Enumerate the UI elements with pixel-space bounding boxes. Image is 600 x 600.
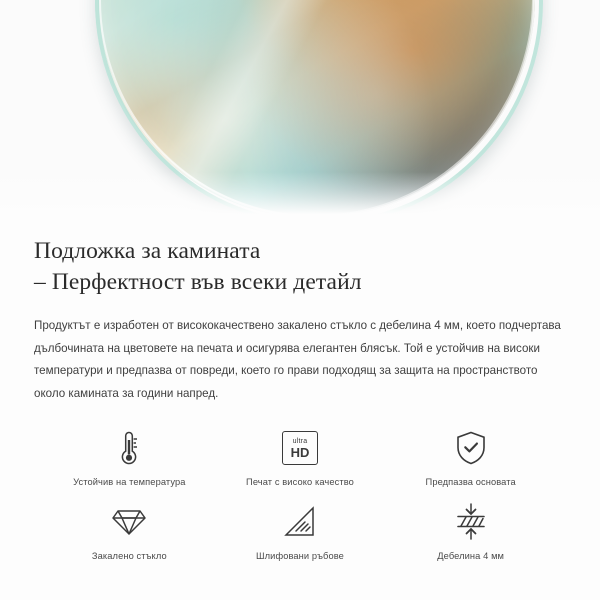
hero-image xyxy=(0,0,600,218)
thermometer-icon xyxy=(118,425,140,471)
feature-label: Дебелина 4 мм xyxy=(437,551,505,562)
glass-plate-artwork xyxy=(95,0,535,218)
feature-item-temperature xyxy=(44,425,215,487)
feature-item-print-quality xyxy=(215,425,386,487)
feature-label: Закалено стъкло xyxy=(91,551,167,562)
feature-item-tempered-glass xyxy=(44,499,215,561)
feature-grid xyxy=(34,425,566,561)
description-paragraph: Продуктът е изработен от висококачествено закалено стъкло с дебелина 4 мм, което подчертава дълбочината на цветовете на печата и осигурява елегантен блясък. Той е устойчив на високи температури и предпазва от повреди, което го прави подходящ за защита на пространството около камината за години напред. xyxy=(34,318,561,400)
feature-item-protection xyxy=(385,425,556,487)
content-block xyxy=(0,236,600,561)
feature-label: Устойчив на температура xyxy=(73,477,186,488)
feature-label: Предпазва основата xyxy=(425,477,516,488)
feature-label: Шлифовани ръбове xyxy=(256,551,344,562)
feature-item-thickness xyxy=(385,499,556,561)
diamond-icon xyxy=(110,499,148,545)
thickness-icon xyxy=(453,499,489,545)
shield-check-icon xyxy=(454,425,488,471)
feature-label: Печат с високо качество xyxy=(246,477,354,488)
feature-item-polished-edges xyxy=(215,499,386,561)
page-title-line-2: – Перфектност във всеки детайл xyxy=(34,269,362,296)
page-title-line-1: Подложка за камината xyxy=(34,238,261,264)
page-title xyxy=(34,236,566,299)
ultra-hd-icon: ultra HD xyxy=(282,425,318,471)
polished-edges-icon xyxy=(283,499,317,545)
